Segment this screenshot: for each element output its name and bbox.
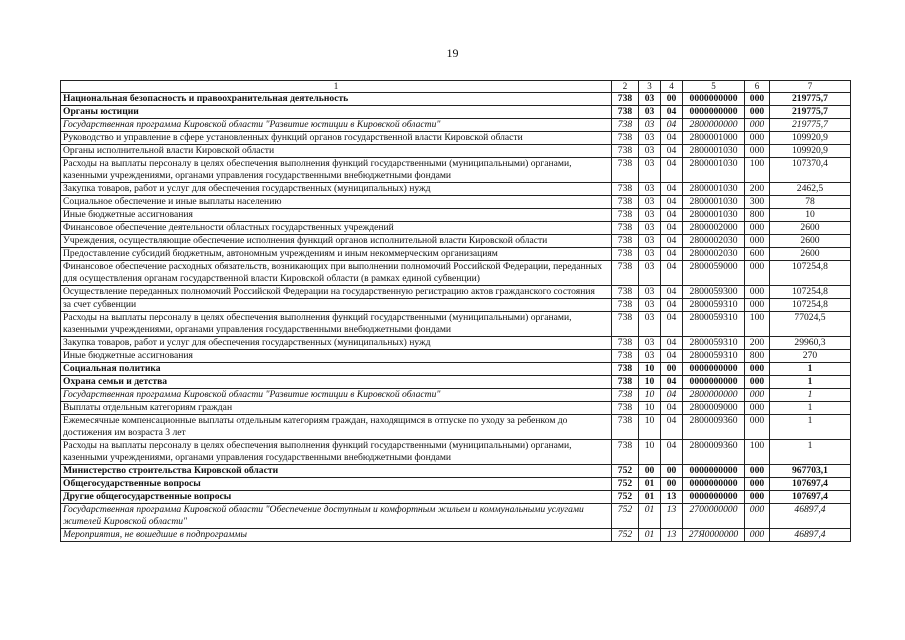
amount-cell: 270 — [770, 350, 851, 363]
section-cell: 03 — [639, 248, 661, 261]
subsection-cell: 13 — [661, 504, 683, 529]
target-article-cell: 2800002000 — [683, 222, 745, 235]
target-article-cell: 2800059000 — [683, 261, 745, 286]
section-cell: 03 — [639, 158, 661, 183]
amount-cell: 78 — [770, 196, 851, 209]
section-cell: 03 — [639, 222, 661, 235]
admin-code-cell: 738 — [612, 196, 639, 209]
admin-code-cell: 738 — [612, 363, 639, 376]
admin-code-cell: 738 — [612, 93, 639, 106]
admin-code-cell: 738 — [612, 158, 639, 183]
section-cell: 01 — [639, 491, 661, 504]
section-cell: 03 — [639, 299, 661, 312]
subsection-cell: 04 — [661, 415, 683, 440]
amount-cell: 2600 — [770, 235, 851, 248]
expense-type-cell: 100 — [745, 440, 770, 465]
admin-code-cell: 738 — [612, 299, 639, 312]
table-row — [61, 415, 851, 440]
expense-type-cell: 000 — [745, 119, 770, 132]
row-name-cell: Иные бюджетные ассигнования — [61, 209, 612, 222]
expense-type-cell: 000 — [745, 376, 770, 389]
admin-code-cell: 738 — [612, 312, 639, 337]
section-cell: 01 — [639, 504, 661, 529]
subsection-cell: 04 — [661, 158, 683, 183]
header-cell: 4 — [661, 81, 683, 93]
subsection-cell: 04 — [661, 376, 683, 389]
admin-code-cell: 738 — [612, 119, 639, 132]
row-name-cell: Предоставление субсидий бюджетным, автономным учреждениям и иным некоммерческим организациям — [61, 248, 612, 261]
amount-cell: 1 — [770, 415, 851, 440]
admin-code-cell: 752 — [612, 465, 639, 478]
row-name-cell: Осуществление переданных полномочий Российской Федерации на государственную регистрацию актов гражданского состояния — [61, 286, 612, 299]
expense-type-cell: 300 — [745, 196, 770, 209]
row-name-cell: Органы исполнительной власти Кировской области — [61, 145, 612, 158]
target-article-cell: 2800009360 — [683, 415, 745, 440]
table-row — [61, 504, 851, 529]
table-header-row — [61, 81, 851, 93]
amount-cell: 2600 — [770, 222, 851, 235]
section-cell: 00 — [639, 465, 661, 478]
header-cell: 6 — [745, 81, 770, 93]
row-name-cell: Финансовое обеспечение расходных обязательств, возникающих при выполнении полномочий Российской Федерации, переданных для осуществления органам государственной власти Кировской области (в рамках единой субвенции) — [61, 261, 612, 286]
amount-cell: 77024,5 — [770, 312, 851, 337]
subsection-cell: 00 — [661, 93, 683, 106]
admin-code-cell: 738 — [612, 376, 639, 389]
subsection-cell: 04 — [661, 261, 683, 286]
target-article-cell: 2800001030 — [683, 196, 745, 209]
expense-type-cell: 000 — [745, 222, 770, 235]
row-name-cell: за счет субвенции — [61, 299, 612, 312]
subsection-cell: 04 — [661, 389, 683, 402]
target-article-cell: 2800059310 — [683, 299, 745, 312]
expense-type-cell: 100 — [745, 312, 770, 337]
target-article-cell: 2800009000 — [683, 402, 745, 415]
row-name-cell: Общегосударственные вопросы — [61, 478, 612, 491]
subsection-cell: 00 — [661, 465, 683, 478]
row-name-cell: Ежемесячные компенсационные выплаты отдельным категориям граждан, находящимся в отпуске по уходу за ребенком до достижения им возраста 3 лет — [61, 415, 612, 440]
section-cell: 10 — [639, 402, 661, 415]
row-name-cell: Социальная политика — [61, 363, 612, 376]
row-name-cell: Иные бюджетные ассигнования — [61, 350, 612, 363]
section-cell: 03 — [639, 196, 661, 209]
admin-code-cell: 738 — [612, 389, 639, 402]
subsection-cell: 04 — [661, 145, 683, 158]
expense-type-cell: 200 — [745, 183, 770, 196]
admin-code-cell: 738 — [612, 261, 639, 286]
expense-type-cell: 000 — [745, 93, 770, 106]
admin-code-cell: 738 — [612, 145, 639, 158]
section-cell: 10 — [639, 363, 661, 376]
table-row — [61, 312, 851, 337]
row-name-cell: Органы юстиции — [61, 106, 612, 119]
target-article-cell: 2800001000 — [683, 132, 745, 145]
section-cell: 03 — [639, 286, 661, 299]
row-name-cell: Закупка товаров, работ и услуг для обеспечения государственных (муниципальных) нужд — [61, 183, 612, 196]
admin-code-cell: 752 — [612, 478, 639, 491]
admin-code-cell: 738 — [612, 350, 639, 363]
expense-type-cell: 000 — [745, 106, 770, 119]
amount-cell: 1 — [770, 389, 851, 402]
row-name-cell: Другие общегосударственные вопросы — [61, 491, 612, 504]
row-name-cell: Национальная безопасность и правоохранительная деятельность — [61, 93, 612, 106]
expense-type-cell: 800 — [745, 350, 770, 363]
section-cell: 03 — [639, 209, 661, 222]
header-cell: 3 — [639, 81, 661, 93]
amount-cell: 46897,4 — [770, 529, 851, 542]
expense-type-cell: 000 — [745, 478, 770, 491]
section-cell: 10 — [639, 415, 661, 440]
row-name-cell: Расходы на выплаты персоналу в целях обеспечения выполнения функций государственными (муниципальными) органами, казенными учреждениями, органами управления государственными внебюджетными фондами — [61, 440, 612, 465]
amount-cell: 107697,4 — [770, 478, 851, 491]
table-row — [61, 465, 851, 478]
subsection-cell: 04 — [661, 350, 683, 363]
table-row — [61, 350, 851, 363]
subsection-cell: 00 — [661, 363, 683, 376]
target-article-cell: 2800059310 — [683, 337, 745, 350]
target-article-cell: 2800002030 — [683, 248, 745, 261]
row-name-cell: Закупка товаров, работ и услуг для обеспечения государственных (муниципальных) нужд — [61, 337, 612, 350]
header-cell: 7 — [770, 81, 851, 93]
target-article-cell: 2800001030 — [683, 183, 745, 196]
amount-cell: 219775,7 — [770, 106, 851, 119]
table-row — [61, 363, 851, 376]
section-cell: 03 — [639, 337, 661, 350]
admin-code-cell: 738 — [612, 415, 639, 440]
amount-cell: 46897,4 — [770, 504, 851, 529]
amount-cell: 107697,4 — [770, 491, 851, 504]
expense-type-cell: 000 — [745, 299, 770, 312]
target-article-cell: 2800000000 — [683, 119, 745, 132]
section-cell: 03 — [639, 312, 661, 337]
expense-type-cell: 200 — [745, 337, 770, 350]
row-name-cell: Расходы на выплаты персоналу в целях обеспечения выполнения функций государственными (муниципальными) органами, казенными учреждениями, органами управления государственными внебюджетными фондами — [61, 158, 612, 183]
expense-type-cell: 000 — [745, 286, 770, 299]
row-name-cell: Государственная программа Кировской области "Развитие юстиции в Кировской области" — [61, 119, 612, 132]
subsection-cell: 04 — [661, 337, 683, 350]
row-name-cell: Социальное обеспечение и иные выплаты населению — [61, 196, 612, 209]
header-cell: 1 — [61, 81, 612, 93]
expense-type-cell: 000 — [745, 261, 770, 286]
expense-type-cell: 000 — [745, 235, 770, 248]
admin-code-cell: 738 — [612, 248, 639, 261]
table-row — [61, 106, 851, 119]
row-name-cell: Руководство и управление в сфере установленных функций органов государственной власти Кировской области — [61, 132, 612, 145]
table-row — [61, 93, 851, 106]
amount-cell: 2462,5 — [770, 183, 851, 196]
row-name-cell: Охрана семьи и детства — [61, 376, 612, 389]
table-row — [61, 261, 851, 286]
target-article-cell: 0000000000 — [683, 491, 745, 504]
table-row — [61, 402, 851, 415]
amount-cell: 29960,3 — [770, 337, 851, 350]
section-cell: 01 — [639, 529, 661, 542]
admin-code-cell: 738 — [612, 222, 639, 235]
table-row — [61, 145, 851, 158]
target-article-cell: 0000000000 — [683, 106, 745, 119]
section-cell: 10 — [639, 440, 661, 465]
amount-cell: 1 — [770, 402, 851, 415]
section-cell: 03 — [639, 183, 661, 196]
target-article-cell: 2800000000 — [683, 389, 745, 402]
row-name-cell: Учреждения, осуществляющие обеспечение исполнения функций органов исполнительной власти Кировской области — [61, 235, 612, 248]
row-name-cell: Мероприятия, не вошедшие в подпрограммы — [61, 529, 612, 542]
amount-cell: 219775,7 — [770, 93, 851, 106]
amount-cell: 219775,7 — [770, 119, 851, 132]
table-row — [61, 158, 851, 183]
expense-type-cell: 000 — [745, 415, 770, 440]
amount-cell: 109920,9 — [770, 145, 851, 158]
table-row — [61, 337, 851, 350]
amount-cell: 1 — [770, 376, 851, 389]
admin-code-cell: 738 — [612, 402, 639, 415]
target-article-cell: 27Я0000000 — [683, 529, 745, 542]
row-name-cell: Министерство строительства Кировской области — [61, 465, 612, 478]
expense-type-cell: 000 — [745, 389, 770, 402]
admin-code-cell: 752 — [612, 491, 639, 504]
admin-code-cell: 738 — [612, 132, 639, 145]
section-cell: 03 — [639, 350, 661, 363]
row-name-cell: Государственная программа Кировской области "Развитие юстиции в Кировской области" — [61, 389, 612, 402]
table-row — [61, 196, 851, 209]
admin-code-cell: 752 — [612, 529, 639, 542]
amount-cell: 1 — [770, 440, 851, 465]
admin-code-cell: 738 — [612, 183, 639, 196]
expense-type-cell: 100 — [745, 158, 770, 183]
amount-cell: 107370,4 — [770, 158, 851, 183]
subsection-cell: 13 — [661, 529, 683, 542]
section-cell: 03 — [639, 119, 661, 132]
header-cell: 2 — [612, 81, 639, 93]
expense-type-cell: 000 — [745, 132, 770, 145]
target-article-cell: 0000000000 — [683, 478, 745, 491]
page-number: 19 — [446, 46, 459, 60]
subsection-cell: 04 — [661, 119, 683, 132]
amount-cell: 107254,8 — [770, 261, 851, 286]
amount-cell: 10 — [770, 209, 851, 222]
subsection-cell: 04 — [661, 222, 683, 235]
subsection-cell: 04 — [661, 312, 683, 337]
target-article-cell: 0000000000 — [683, 465, 745, 478]
admin-code-cell: 738 — [612, 209, 639, 222]
subsection-cell: 04 — [661, 132, 683, 145]
admin-code-cell: 738 — [612, 440, 639, 465]
amount-cell: 109920,9 — [770, 132, 851, 145]
target-article-cell: 2800002030 — [683, 235, 745, 248]
amount-cell: 967703,1 — [770, 465, 851, 478]
target-article-cell: 2800009360 — [683, 440, 745, 465]
table-row — [61, 491, 851, 504]
table-row — [61, 183, 851, 196]
admin-code-cell: 738 — [612, 337, 639, 350]
target-article-cell: 2800001030 — [683, 158, 745, 183]
target-article-cell: 0000000000 — [683, 363, 745, 376]
subsection-cell: 04 — [661, 183, 683, 196]
table-row — [61, 209, 851, 222]
row-name-cell: Выплаты отдельным категориям граждан — [61, 402, 612, 415]
expense-type-cell: 000 — [745, 465, 770, 478]
table-row — [61, 119, 851, 132]
budget-table — [60, 80, 851, 542]
table-row — [61, 389, 851, 402]
section-cell: 03 — [639, 145, 661, 158]
table-row — [61, 376, 851, 389]
admin-code-cell: 752 — [612, 504, 639, 529]
table-row — [61, 248, 851, 261]
section-cell: 03 — [639, 93, 661, 106]
row-name-cell: Расходы на выплаты персоналу в целях обеспечения выполнения функций государственными (муниципальными) органами, казенными учреждениями, органами управления государственными внебюджетными фондами — [61, 312, 612, 337]
subsection-cell: 00 — [661, 478, 683, 491]
amount-cell: 2600 — [770, 248, 851, 261]
subsection-cell: 04 — [661, 286, 683, 299]
expense-type-cell: 800 — [745, 209, 770, 222]
section-cell: 10 — [639, 376, 661, 389]
subsection-cell: 04 — [661, 106, 683, 119]
target-article-cell: 2800059310 — [683, 312, 745, 337]
table-row — [61, 529, 851, 542]
amount-cell: 1 — [770, 363, 851, 376]
target-article-cell: 2700000000 — [683, 504, 745, 529]
target-article-cell: 2800001030 — [683, 209, 745, 222]
subsection-cell: 04 — [661, 235, 683, 248]
target-article-cell: 0000000000 — [683, 93, 745, 106]
subsection-cell: 04 — [661, 440, 683, 465]
subsection-cell: 04 — [661, 299, 683, 312]
admin-code-cell: 738 — [612, 235, 639, 248]
section-cell: 03 — [639, 261, 661, 286]
expense-type-cell: 000 — [745, 145, 770, 158]
table-row — [61, 222, 851, 235]
subsection-cell: 04 — [661, 196, 683, 209]
subsection-cell: 04 — [661, 209, 683, 222]
subsection-cell: 04 — [661, 402, 683, 415]
section-cell: 10 — [639, 389, 661, 402]
expense-type-cell: 000 — [745, 491, 770, 504]
section-cell: 01 — [639, 478, 661, 491]
target-article-cell: 2800059310 — [683, 350, 745, 363]
expense-type-cell: 000 — [745, 363, 770, 376]
expense-type-cell: 000 — [745, 529, 770, 542]
table-row — [61, 132, 851, 145]
target-article-cell: 2800059300 — [683, 286, 745, 299]
admin-code-cell: 738 — [612, 106, 639, 119]
table-row — [61, 286, 851, 299]
expense-type-cell: 600 — [745, 248, 770, 261]
target-article-cell: 2800001030 — [683, 145, 745, 158]
target-article-cell: 0000000000 — [683, 376, 745, 389]
table-row — [61, 440, 851, 465]
table-row — [61, 235, 851, 248]
expense-type-cell: 000 — [745, 504, 770, 529]
expense-type-cell: 000 — [745, 402, 770, 415]
amount-cell: 107254,8 — [770, 299, 851, 312]
subsection-cell: 04 — [661, 248, 683, 261]
section-cell: 03 — [639, 235, 661, 248]
row-name-cell: Государственная программа Кировской области "Обеспечение доступным и комфортным жильем и коммунальными услугами жителей Кировской области" — [61, 504, 612, 529]
section-cell: 03 — [639, 132, 661, 145]
admin-code-cell: 738 — [612, 286, 639, 299]
table-row — [61, 299, 851, 312]
header-cell: 5 — [683, 81, 745, 93]
table-row — [61, 478, 851, 491]
row-name-cell: Финансовое обеспечение деятельности областных государственных учреждений — [61, 222, 612, 235]
subsection-cell: 13 — [661, 491, 683, 504]
amount-cell: 107254,8 — [770, 286, 851, 299]
section-cell: 03 — [639, 106, 661, 119]
